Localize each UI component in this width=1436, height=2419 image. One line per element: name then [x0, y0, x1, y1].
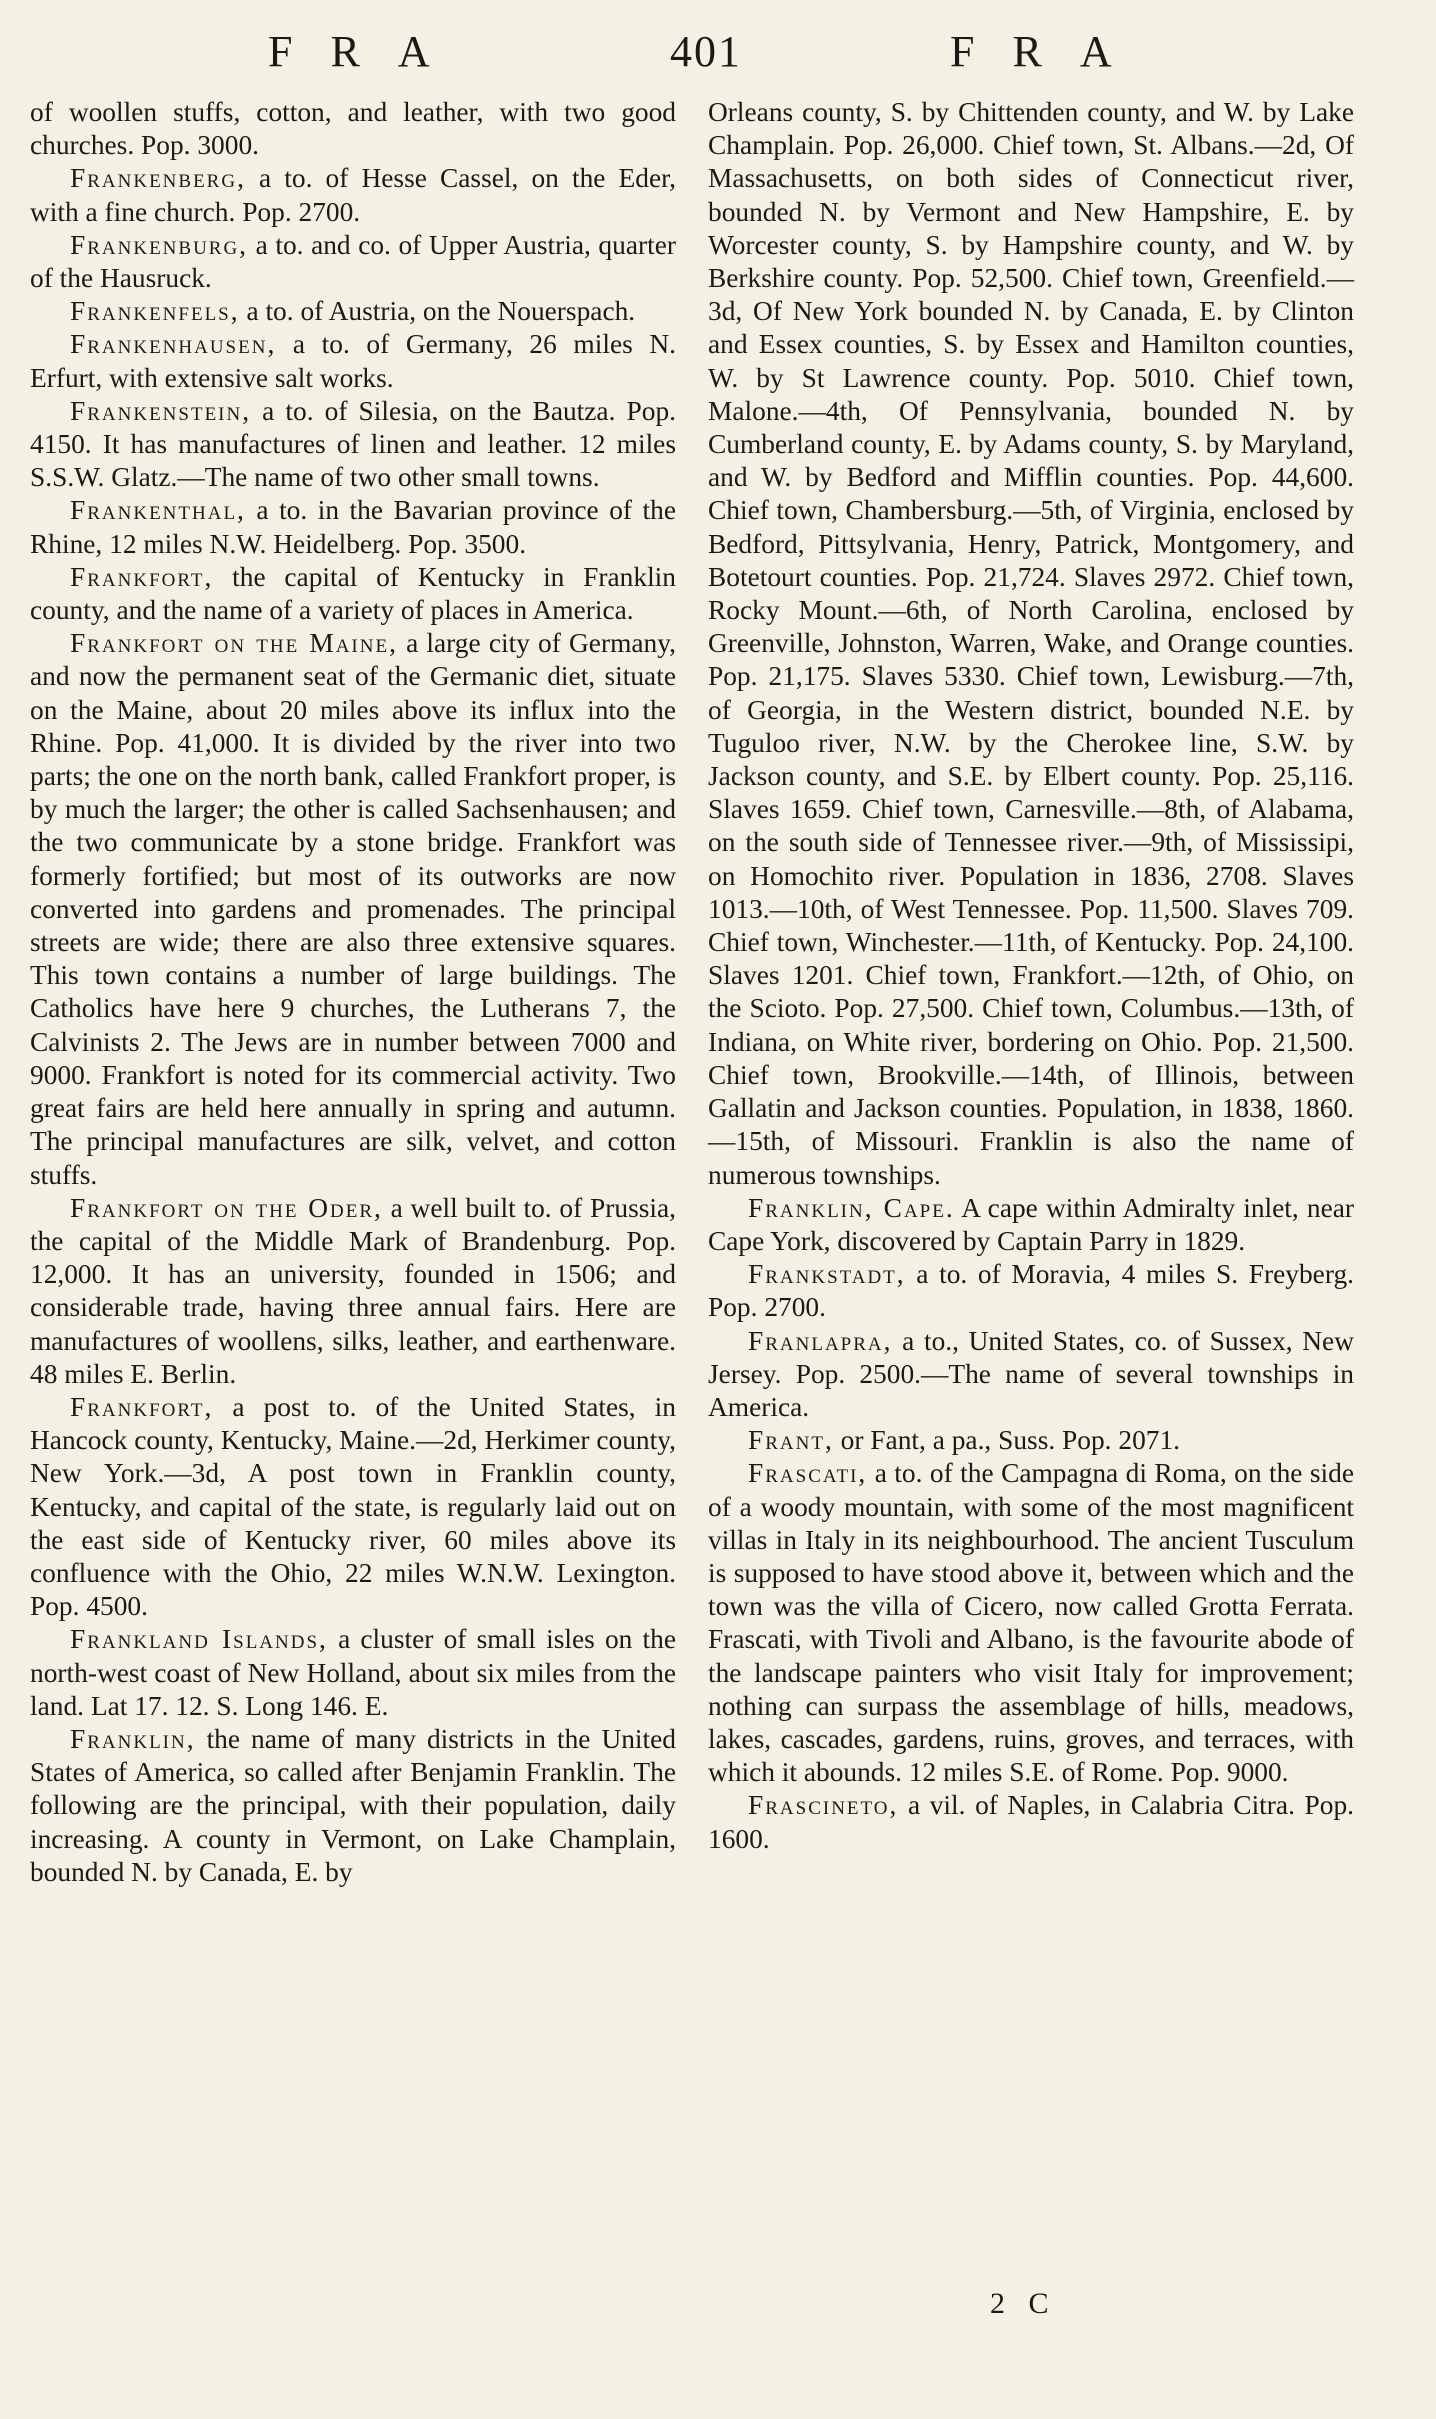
entry-headword: Frascineto, [748, 1790, 899, 1821]
entry-text: the name of many districts in the United States of America, so called after Benjamin Franklin. The following are the principal, with their population, daily increasing. A county in Vermont, on Lake Champlain, bounded N. by Canada, E. by [30, 1723, 676, 1887]
signature-mark: 2 C [990, 2287, 1057, 2320]
gazetteer-entry [708, 1789, 1354, 1855]
entry-headword: Franklin, [70, 1723, 196, 1754]
left-column [30, 96, 676, 1889]
entry-text: a to. in the Bavarian province of the Rhine, 12 miles N.W. Heidelberg. Pop. 3500. [30, 495, 676, 559]
header-right-guide-word: FRA [950, 27, 1150, 76]
entry-text: a vil. of Naples, in Calabria Citra. Pop. 1600. [708, 1790, 1354, 1854]
entry-text: a to. of Silesia, on the Bautza. Pop. 4150. It has manufactures of linen and leather. 12 miles S.S.W. Glatz.—The name of two other small towns. [30, 395, 676, 493]
running-header [0, 26, 1436, 86]
page-number: 401 [670, 27, 742, 76]
entry-text: a to. of Germany, 26 miles N. Erfurt, with extensive salt works. [30, 329, 676, 393]
entry-text: a cluster of small isles on the north-west coast of New Holland, about six miles from the land. Lat 17. 12. S. Long 146. E. [30, 1624, 676, 1721]
gazetteer-entry [708, 1457, 1354, 1789]
gazetteer-entry [708, 1192, 1354, 1258]
entry-headword: Frankenthal, [70, 495, 246, 526]
gazetteer-entry [30, 1192, 676, 1391]
entry-headword: Frant, [748, 1425, 834, 1456]
gazetteer-entry [30, 395, 676, 495]
entry-text: a to. of Austria, on the Nouerspach. [239, 296, 636, 327]
gazetteer-entry [30, 561, 676, 627]
right-column [708, 96, 1354, 1856]
gazetteer-entry [30, 627, 676, 1191]
gazetteer-entry [30, 96, 676, 162]
entry-headword: Frankenfels, [70, 296, 240, 327]
gazetteer-entry [30, 1391, 676, 1623]
entry-headword: Frankfort on the Oder, [70, 1192, 383, 1223]
entry-headword: Frankfort, [70, 1391, 214, 1422]
entry-headword: Franklin, Cape. [748, 1192, 955, 1223]
entry-text: Orleans county, S. by Chittenden county, and W. by Lake Champlain. Pop. 26,000. Chief town, St. Albans.—2d, Of Massachusetts, on both sides of Connecticut river, bounded N. by Vermont and New Hampshire, E. by Worcester county, S. by Hampshire county, and W. by Berkshire county. Pop. 52,500. Chief town, Greenfield.—3d, Of New York bounded N. by Canada, E. by Clinton and Essex counties, S. by Essex and Hamilton counties, W. by St Lawrence county. Pop. 5010. Chief town, Malone.—4th, Of Pennsylvania, bounded N. by Cumberland county, E. by Adams county, S. by Maryland, and W. by Bedford and Mifflin counties. Pop. 44,600. Chief town, Chambersburg.—5th, of Virginia, enclosed by Bedford, Pittsylvania, Henry, Patrick, Montgomery, and Botetourt counties. Pop. 21,724. Slaves 2972. Chief town, Rocky Mount.—6th, of North Carolina, enclosed by Greenville, Johnston, Warren, Wake, and Orange counties. Pop. 21,175. Slaves 5330. Chief town, Lewisburg.—7th, of Georgia, in the Western district, bounded N.E. by Tuguloo river, N.W. by the Cherokee line, S.W. by Jackson county, and S.E. by Elbert county. Pop. 25,116. Slaves 1659. Chief town, Carnesville.—8th, of Alabama, on the south side of Tennessee river.—9th, of Mississipi, on Homochito river. Population in 1836, 2708. Slaves 1013.—10th, of West Tennessee. Pop. 11,500. Slaves 709. Chief town, Winchester.—11th, of Kentucky. Pop. 24,100. Slaves 1201. Chief town, Frankfort.—12th, of Ohio, on the Scioto. Pop. 27,500. Chief town, Columbus.—13th, of Indiana, on White river, bordering on Ohio. Pop. 21,500. Chief town, Brookville.—14th, of Illinois, between Gallatin and Jackson counties. Population, in 1838, 1860.—15th, of Missouri. Franklin is also the name of numerous townships. [708, 97, 1354, 1190]
entry-text: a to. of Moravia, 4 miles S. Freyberg. Pop. 2700. [708, 1259, 1354, 1323]
gazetteer-entry [30, 494, 676, 560]
entry-text: or Fant, a pa., Suss. Pop. 2071. [833, 1425, 1181, 1456]
entry-text: the capital of Kentucky in Franklin county, and the name of a variety of places in America. [30, 561, 676, 626]
gazetteer-entry [30, 229, 676, 295]
entry-text: of woollen stuffs, cotton, and leather, with two good churches. Pop. 3000. [30, 97, 676, 161]
entry-text: a well built to. of Prussia, the capital of the Middle Mark of Brandenburg. Pop. 12,000. It has an university, founded in 1506; and considerable trade, having three annual fairs. Here are manufactures of woollens, silks, leather, and earthenware. 48 miles E. Berlin. [30, 1192, 677, 1389]
entry-headword: Frankland Islands, [70, 1624, 328, 1655]
entry-headword: Frankenhausen, [70, 329, 277, 360]
entry-text: a to., United States, co. of Sussex, New Jersey. Pop. 2500.—The name of several townships in America. [708, 1325, 1354, 1422]
header-left-guide-word: FRA [268, 27, 468, 76]
entry-headword: Frascati, [748, 1458, 868, 1489]
gazetteer-entry [708, 96, 1354, 1192]
entry-headword: Frankenstein, [70, 395, 252, 426]
gazetteer-entry [30, 295, 676, 328]
entry-text: A cape within Admiralty inlet, near Cape York, discovered by Captain Parry in 1829. [708, 1192, 1355, 1256]
entry-text: a to. of Hesse Cassel, on the Eder, with a fine church. Pop. 2700. [30, 163, 676, 227]
entry-headword: Frankenburg, [70, 229, 249, 260]
entry-text: a post to. of the United States, in Hancock county, Kentucky, Maine.—2d, Herkimer county, New York.—3d, A post town in Franklin county, Kentucky, and capital of the state, is regularly laid out on the east side of Kentucky river, 60 miles above its confluence with the Ohio, 22 miles W.N.W. Lexington. Pop. 4500. [30, 1391, 676, 1622]
entry-headword: Frankfort, [70, 561, 214, 592]
gazetteer-entry [30, 1723, 676, 1889]
gazetteer-entry [30, 162, 676, 228]
entry-text: a large city of Germany, and now the permanent seat of the Germanic diet, situate on the Maine, about 20 miles above its influx into the Rhine. Pop. 41,000. It is divided by the river into two parts; the one on the north bank, called Frankfort proper, is by much the larger; the other is called Sachsenhausen; and the two communicate by a stone bridge. Frankfort was formerly fortified; but most of its outworks are now converted into gardens and promenades. The principal streets are wide; there are also three extensive squares. This town contains a number of large buildings. The Catholics have here 9 churches, the Lutherans 7, the Calvinists 2. The Jews are in number between 7000 and 9000. Frankfort is noted for its commercial activity. Two great fairs are held here annually in spring and autumn. The principal manufactures are silk, velvet, and cotton stuffs. [30, 628, 677, 1190]
entry-headword: Franlapra, [748, 1325, 893, 1356]
entry-headword: Frankenberg, [70, 163, 246, 194]
gazetteer-entry [708, 1258, 1354, 1324]
entry-headword: Frankstadt, [748, 1259, 906, 1290]
gazetteer-entry [708, 1424, 1354, 1457]
entry-text: a to. of the Campagna di Roma, on the side of a woody mountain, with some of the most magnificent villas in Italy in its neighbourhood. The ancient Tusculum is supposed to have stood above it, between which and the town was the villa of Cicero, now called Grotta Ferrata. Frascati, with Tivoli and Albano, is the favourite abode of the landscape painters who visit Italy for improvement; nothing can surpass the assemblage of hills, meadows, lakes, cascades, gardens, ruins, groves, and terraces, with which it abounds. 12 miles S.E. of Rome. Pop. 9000. [708, 1458, 1354, 1788]
entry-headword: Frankfort on the Maine, [70, 628, 398, 659]
gazetteer-entry [30, 1623, 676, 1723]
gazetteer-entry [30, 328, 676, 394]
entry-text: a to. and co. of Upper Austria, quarter of the Hausruck. [30, 229, 676, 294]
gazetteer-entry [708, 1325, 1354, 1425]
